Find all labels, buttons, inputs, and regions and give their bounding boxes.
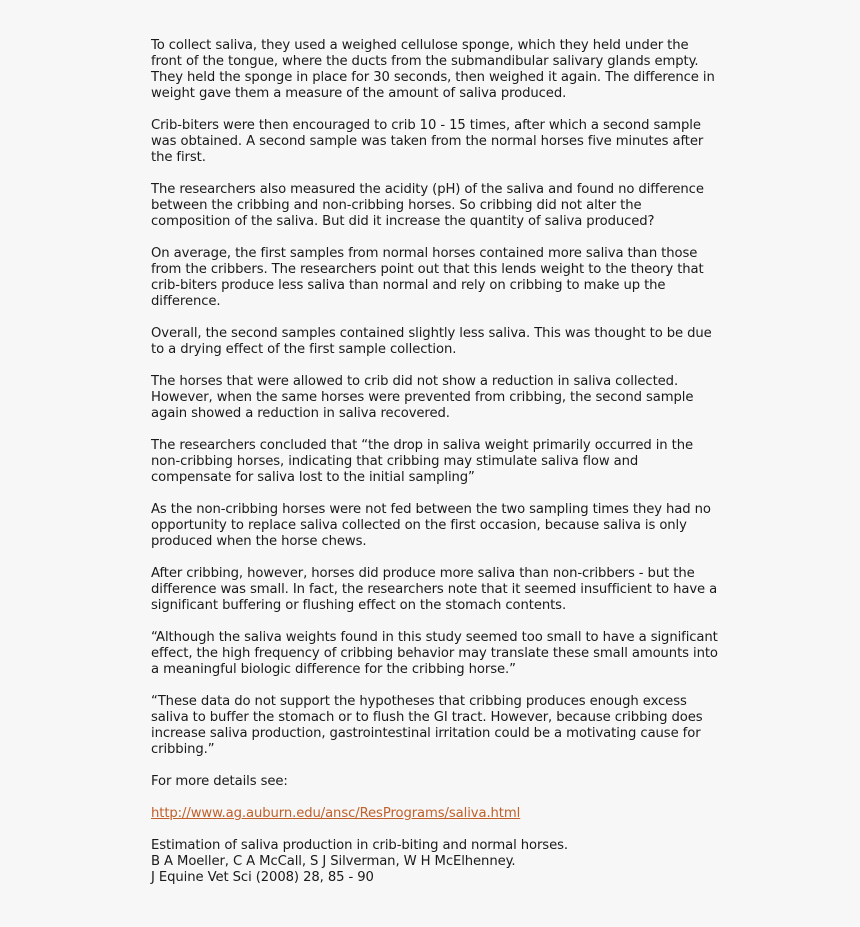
reference-citation: J Equine Vet Sci (2008) 28, 85 - 90: [151, 870, 374, 885]
source-link[interactable]: http://www.ag.auburn.edu/ansc/ResPrograms/saliva.html: [151, 806, 521, 821]
paragraph-researchers-concluded: The researchers concluded that “the drop in saliva weight primarily occurred in the non-cribbing horses, indicating that cribbing may stimulate saliva flow and compensate for saliva lost to the initial sampling”: [151, 438, 693, 485]
link-paragraph: [151, 806, 721, 822]
paragraph-first-samples: On average, the first samples from normal horses contained more saliva than those from the cribbers. The researchers point out that this lends weight to the theory that crib-biters produce less saliva than normal and rely on cribbing to make up the difference.: [151, 246, 704, 309]
paragraph-second-samples: Overall, the second samples contained slightly less saliva. This was thought to be due to a drying effect of the first sample collection.: [151, 326, 712, 357]
reference-block: [151, 838, 721, 886]
paragraph-after-cribbing: After cribbing, however, horses did produce more saliva than non-cribbers - but the difference was small. In fact, the researchers note that it seemed insufficient to have a significant buffering or flushing effect on the stomach contents.: [151, 566, 718, 613]
quote-saliva-weights: “Although the saliva weights found in this study seemed too small to have a significant effect, the high frequency of cribbing behavior may translate these small amounts into a meaningful biologic difference for the cribbing horse.”: [151, 630, 718, 677]
quote-hypotheses: “These data do not support the hypotheses that cribbing produces enough excess saliva to buffer the stomach or to flush the GI tract. However, because cribbing does increase saliva production, gastrointestinal irritation could be a motivating cause for cribbing.”: [151, 694, 703, 757]
paragraph-saliva-collection: To collect saliva, they used a weighed cellulose sponge, which they held under the front of the tongue, where the ducts from the submandibular salivary glands empty. They held the sponge in place for 30 seconds, then weighed it again. The difference in weight gave them a measure of the amount of saliva produced.: [151, 38, 715, 101]
paragraph-allowed-to-crib: The horses that were allowed to crib did not show a reduction in saliva collected. However, when the same horses were prevented from cribbing, the second sample again showed a reduction in saliva recovered.: [151, 374, 694, 421]
paragraph-crib-biters-sample: Crib-biters were then encouraged to crib 10 - 15 times, after which a second sample was obtained. A second sample was taken from the normal horses five minutes after the first.: [151, 118, 704, 165]
reference-authors: B A Moeller, C A McCall, S J Silverman, W H McElhenney.: [151, 854, 516, 869]
article-body: [151, 38, 721, 886]
paragraph-not-fed: As the non-cribbing horses were not fed between the two sampling times they had no opportunity to replace saliva collected on the first occasion, because saliva is only produced when the horse chews.: [151, 502, 711, 549]
paragraph-acidity: The researchers also measured the acidity (pH) of the saliva and found no difference between the cribbing and non-cribbing horses. So cribbing did not alter the composition of the saliva. But did it increase the quantity of saliva produced?: [151, 182, 704, 229]
more-details-label: For more details see:: [151, 774, 288, 789]
reference-title: Estimation of saliva production in crib-biting and normal horses.: [151, 838, 568, 853]
